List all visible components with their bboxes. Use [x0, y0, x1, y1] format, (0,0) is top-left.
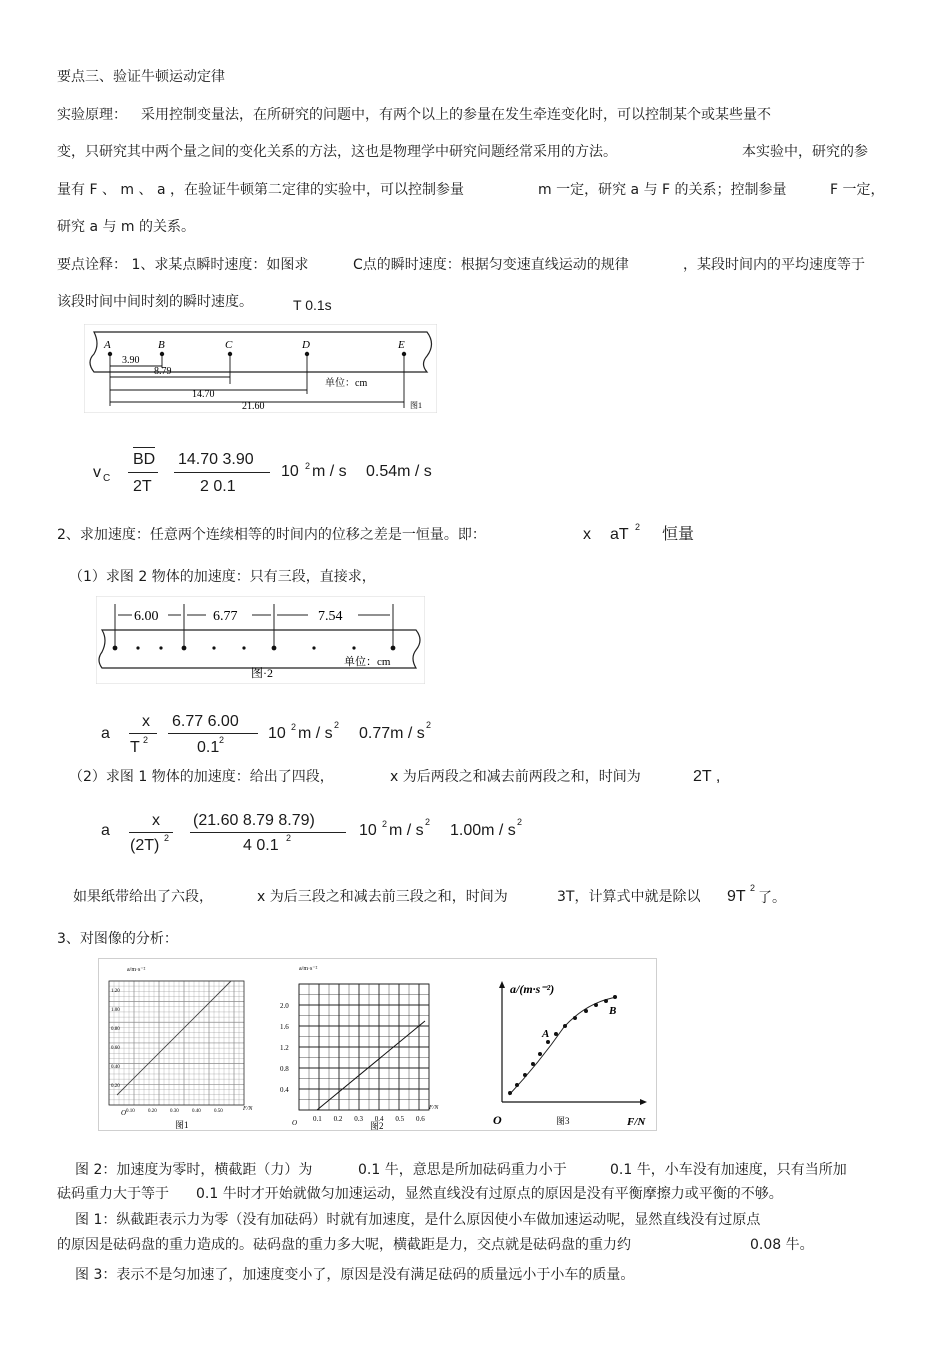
analysis-p1d: 砝码重力大于等于 [57, 1186, 169, 1202]
analysis-p2c: 0.08 牛。 [750, 1237, 814, 1253]
a2-resultexp: 2 [517, 817, 523, 827]
g1-ylabel: a/m·s⁻² [127, 967, 146, 973]
section-heading: 要点三、验证牛顿运动定律 [57, 69, 225, 85]
g1-ytick: 0.60 [111, 1046, 120, 1051]
dim-ad: 14.70 [192, 389, 215, 400]
g1-origin: O [121, 1109, 127, 1117]
sub2-text: （2）求图 1 物体的加速度：给出了四段， [69, 769, 334, 785]
g1-ytick: 0.40 [111, 1065, 120, 1070]
a1-den1exp: 2 [143, 735, 149, 745]
g3-ylabel: a/(m·s⁻²) [510, 982, 555, 996]
a2-den1exp: 2 [164, 833, 170, 843]
point1-line-1: 要点诠释： 1、求某点瞬时速度：如图求 [57, 257, 309, 273]
g1-xtick: 0.40 [192, 1109, 201, 1114]
graphs-panel [98, 958, 657, 1131]
vc-exp: 2 [305, 461, 311, 471]
g3-xlabel: F/N [627, 1116, 646, 1128]
g2-xtick: 0.1 [313, 1115, 322, 1123]
g1-ytick: 0.80 [111, 1027, 120, 1032]
vc-sub: C [103, 473, 111, 484]
a1-result: 0.77m / s [359, 725, 425, 742]
principle-line-3b: m 一定，研究 a 与 F 的关系；控制参量 [538, 182, 787, 198]
sub2-text-b: x 为后两段之和减去前两段之和，时间为 [390, 769, 641, 785]
vc-v: v [93, 464, 101, 481]
g1-xtick: 0.20 [148, 1109, 157, 1114]
g2-ylabel: a/m·s⁻² [299, 966, 318, 972]
vc-den2: 2 0.1 [200, 478, 236, 495]
g1-ytick: 1.20 [111, 989, 120, 994]
analysis-p3: 图 3：表示不是匀加速了，加速度变小了，原因是没有满足砝码的质量远小于小车的质量。 [75, 1267, 635, 1283]
analysis-p2a: 图 1：纵截距表示力为零（没有加砝码）时就有加速度，是什么原因使小车做加速运动呢，显然直线没有过原点 [75, 1212, 761, 1228]
dim-seg3: 7.54 [318, 609, 343, 624]
g3-caption: 图3 [556, 1116, 570, 1126]
a1-unit: m / s [298, 725, 333, 742]
fig2-unit: 单位：cm [344, 656, 391, 668]
vc-num2: 14.70 3.90 [178, 451, 254, 468]
a2-unit: m / s [389, 822, 424, 839]
g2-xtick: 0.2 [333, 1115, 343, 1123]
analysis-p1e: 0.1 牛时才开始就做匀加速运动，显然直线没有过原点的原因是没有平衡摩擦力或平衡的不够。 [196, 1186, 783, 1202]
frac-line-1 [128, 472, 158, 473]
g2-xtick: 0.6 [416, 1115, 425, 1123]
six-seg-text-b: x 为后三段之和减去前三段之和，时间为 [257, 889, 508, 905]
g2-origin: O [292, 1119, 298, 1127]
sub1-text: （1）求图 2 物体的加速度：只有三段，直接求， [69, 569, 376, 585]
point2-exp: 2 [635, 522, 641, 532]
a2-a: a [101, 822, 110, 839]
analysis-p1c: 0.1 牛，小车没有加速度，只有当所加 [610, 1162, 847, 1178]
dim-seg1: 6.00 [134, 609, 159, 624]
six-seg-text-d: 9T [727, 888, 746, 905]
a1-resultexp: 2 [426, 720, 432, 730]
g1-xlabel: F/N [243, 1106, 253, 1112]
g1-xtick: 0.30 [170, 1109, 179, 1114]
point1-line-2: 该段时间中间时刻的瞬时速度。 [57, 294, 253, 310]
a1-den2: 0.1 [197, 739, 220, 756]
g3-point-b: B [609, 1005, 617, 1017]
point2-x: x [583, 526, 591, 543]
a2-den2exp: 2 [286, 833, 292, 843]
dim-ac: 8.79 [154, 366, 172, 377]
six-seg-text-e: 2 [750, 883, 756, 893]
a2-num2: (21.60 8.79 8.79) [193, 812, 315, 829]
principle-line-1: 采用控制变量法，在所研究的问题中，有两个以上的参量在发生牵连变化时，可以控制某个或某些量不 [141, 107, 771, 123]
principle-line-3: 量有 F 、 m 、 a ，在验证牛顿第二定律的实验中，可以控制参量 [57, 182, 464, 198]
dim-seg2: 6.77 [213, 609, 238, 624]
g2-xtick: 0.3 [354, 1115, 363, 1123]
dim-ae: 21.60 [242, 401, 265, 412]
point2-line: 2、求加速度：任意两个连续相等的时间内的位移之差是一恒量。即： [57, 527, 486, 543]
g2-ytick: 1.6 [280, 1023, 289, 1031]
g3-point-a: A [542, 1028, 550, 1040]
figure-2-tape [96, 596, 425, 684]
a2-exp: 2 [382, 819, 388, 829]
sub2-text-c: 2T , [693, 768, 721, 785]
a2-num1: x [152, 812, 160, 829]
vc-result: 0.54m / s [366, 463, 432, 480]
analysis-p1b: 0.1 牛，意思是所加砝码重力小于 [358, 1162, 567, 1178]
point1-line-1b: C点的瞬时速度：根据匀变速直线运动的规律 [353, 257, 629, 273]
principle-line-2b: 本实验中，研究的参 [742, 144, 868, 160]
g2-caption: 图2 [370, 1121, 384, 1130]
label-e: E [398, 339, 405, 351]
g2-ytick: 0.8 [280, 1065, 289, 1073]
six-seg-text-f: 了。 [758, 890, 786, 906]
a1-exp: 2 [291, 722, 297, 732]
frac-line-2 [174, 472, 270, 473]
a2-den1: (2T) [130, 837, 160, 854]
g2-ytick: 1.2 [280, 1044, 289, 1052]
dim-ab: 3.90 [122, 355, 140, 366]
vc-den1: 2T [133, 478, 152, 495]
g1-xtick: 0.10 [126, 1109, 135, 1114]
point3-text: 3、对图像的分析： [57, 931, 178, 947]
a1-den2exp: 2 [219, 735, 225, 745]
analysis-p1a: 图 2：加速度为零时，横截距（力）为 [75, 1162, 313, 1178]
g2-ytick: 2.0 [280, 1002, 289, 1010]
point1-line-1c: ，某段时间内的平均速度等于 [683, 257, 865, 273]
figure-1-tape [84, 324, 437, 413]
g1-caption: 图1 [175, 1120, 189, 1130]
a1-den1: T [130, 739, 140, 756]
unit-label: 单位：cm [325, 378, 368, 389]
g2-xlabel: F/N [429, 1105, 439, 1111]
six-seg-text: 如果纸带给出了六段， [73, 889, 213, 905]
a1-frac-line-1 [129, 733, 157, 734]
label-a: A [104, 339, 111, 351]
label-c: C [225, 339, 233, 351]
a2-result: 1.00m / s [450, 822, 516, 839]
g1-xtick: 0.50 [214, 1109, 223, 1114]
principle-line-4: 研究 a 与 m 的关系。 [57, 219, 196, 235]
a2-unitexp: 2 [425, 817, 431, 827]
bd-overline [133, 447, 155, 448]
principle-line-2: 变，只研究其中两个量之间的变化关系的方法，这也是物理学中研究问题经常采用的方法。 [57, 144, 617, 160]
period-value: T 0.1s [293, 297, 332, 313]
g3-origin: O [493, 1113, 502, 1127]
g2-ytick: 0.4 [280, 1086, 289, 1094]
a1-frac-line-2 [168, 733, 258, 734]
fig2-caption: 图·2 [251, 666, 273, 680]
label-d: D [302, 339, 310, 351]
a1-a: a [101, 725, 110, 742]
six-seg-text-c: 3T，计算式中就是除以 [557, 889, 701, 905]
point2-at: aT [610, 526, 629, 543]
vc-num1: BD [133, 451, 156, 468]
vc-factor: 10 [281, 463, 299, 480]
g1-ytick: 1.00 [111, 1008, 120, 1013]
a2-frac-line-2 [190, 832, 346, 833]
a1-num2: 6.77 6.00 [172, 713, 239, 730]
point2-const: 恒量 [662, 524, 695, 543]
g2-xtick: 0.4 [374, 1115, 384, 1123]
analysis-p2b: 的原因是砝码盘的重力造成的。砝码盘的重力多大呢，横截距是力，交点就是砝码盘的重力约 [57, 1237, 631, 1253]
principle-label: 实验原理： [57, 107, 127, 123]
a1-num1: x [142, 713, 150, 730]
label-b: B [158, 339, 165, 351]
a1-unitexp: 2 [334, 720, 340, 730]
a2-den2: 4 0.1 [243, 837, 279, 854]
g2-xtick: 0.5 [395, 1115, 405, 1123]
vc-unit: m / s [312, 463, 347, 480]
a2-factor: 10 [359, 822, 377, 839]
g1-ytick: 0.20 [111, 1084, 120, 1089]
principle-line-3c: F 一定， [830, 182, 885, 198]
fig1-caption: 图1 [410, 401, 422, 410]
a1-factor: 10 [268, 725, 286, 742]
